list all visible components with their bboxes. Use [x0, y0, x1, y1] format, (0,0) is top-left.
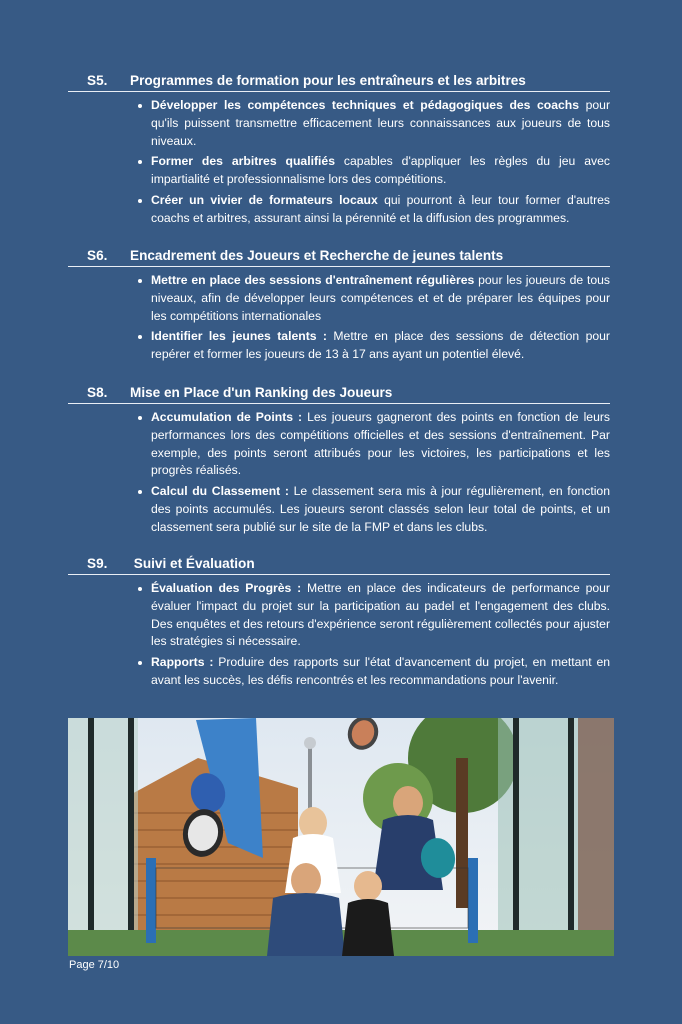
section-number: S9.	[87, 556, 108, 571]
list-item	[150, 192, 610, 228]
section-title: Encadrement des Joueurs et Recherche de jeunes talents	[130, 248, 504, 263]
list-item	[150, 153, 610, 189]
item-lead: Accumulation de Points :	[151, 410, 303, 424]
item-lead: Former des arbitres qualifiés	[151, 154, 335, 169]
item-lead: Mettre en place des sessions d'entraînement régulières	[151, 273, 475, 287]
page-number: Page 7/10	[69, 959, 120, 971]
section-title: Suivi et Évaluation	[130, 556, 255, 571]
section-heading	[68, 385, 610, 404]
item-lead: Créer un vivier de formateurs locaux	[151, 192, 378, 207]
item-text: Le classement sera mis à jour régulièrement, en fonction des points accumulés. Les joueurs seront classés selon leur total de points, et un classement sera publié sur le site de la FMP et dans les clubs.	[151, 484, 610, 534]
item-lead: Identifier les jeunes talents :	[151, 329, 327, 344]
section-title: Programmes de formation pour les entraîneurs et les arbitres	[130, 73, 526, 88]
item-text: Mettre en place des indicateurs de performance pour évaluer l'impact du projet sur la participation au padel et l'engagement des clubs. Des enquêtes et des retours d'expérience seront régulièrement collectés pour ajuster les stratégies si nécessaire.	[151, 581, 610, 649]
section-title: Mise en Place d'un Ranking des Joueurs	[130, 385, 393, 400]
section-heading	[68, 248, 610, 267]
section-number: S6.	[87, 248, 108, 263]
section-heading	[68, 556, 610, 575]
section-heading	[68, 73, 610, 92]
item-lead: Rapports :	[151, 655, 214, 670]
list-item	[150, 654, 610, 690]
list-item	[150, 409, 610, 480]
padel-players-photo	[68, 718, 614, 956]
bullet-list	[68, 272, 610, 364]
list-item	[150, 580, 610, 651]
bullet-list	[68, 97, 610, 228]
section-s5	[68, 73, 610, 231]
item-text: pour qu'ils puissent transmettre efficacement leurs connaissances aux joueurs de tous niveaux.	[151, 98, 610, 148]
list-item	[150, 328, 610, 364]
item-lead: Évaluation des Progrès :	[151, 581, 302, 595]
section-s8	[68, 385, 610, 540]
section-s6	[68, 248, 610, 367]
item-text: capables d'appliquer les règles du jeu avec impartialité et professionnalisme lors des compétitions.	[151, 154, 610, 187]
section-number: S5.	[87, 73, 108, 88]
bullet-list	[68, 409, 610, 537]
item-text: Les joueurs gagneront des points en fonction de leurs performances lors des compétitions officielles et des sessions d'entraînement. Par exemple, des points seront attribués pour les victoires, les participations et les progrès réalisés.	[151, 410, 611, 478]
item-text: qui pourront à leur tour former d'autres coachs et arbitres, assurant ainsi la pérennité et la diffusion des programmes.	[151, 192, 610, 225]
item-lead: Développer les compétences techniques et pédagogiques des coachs	[151, 98, 580, 112]
list-item	[150, 272, 610, 325]
item-text: Produire des rapports sur l'état d'avancement du projet, en mettant en avant les succès, les défis rencontrés et les recommandations pour l'avenir.	[151, 655, 610, 687]
list-item	[150, 97, 610, 150]
bullet-list	[68, 580, 610, 690]
item-lead: Calcul du Classement :	[151, 484, 289, 499]
item-text: Mettre en place des sessions de détection pour repérer et former les joueurs de 13 à 17 ans ayant un potentiel élevé.	[151, 329, 610, 362]
section-number: S8.	[87, 385, 108, 400]
item-text: pour les joueurs de tous niveaux, afin de développer leurs compétences et et de préparer les équipes pour les compétitions internationales	[151, 273, 611, 323]
list-item	[150, 483, 610, 536]
photo-illustration	[68, 718, 614, 956]
section-s9	[68, 556, 610, 693]
